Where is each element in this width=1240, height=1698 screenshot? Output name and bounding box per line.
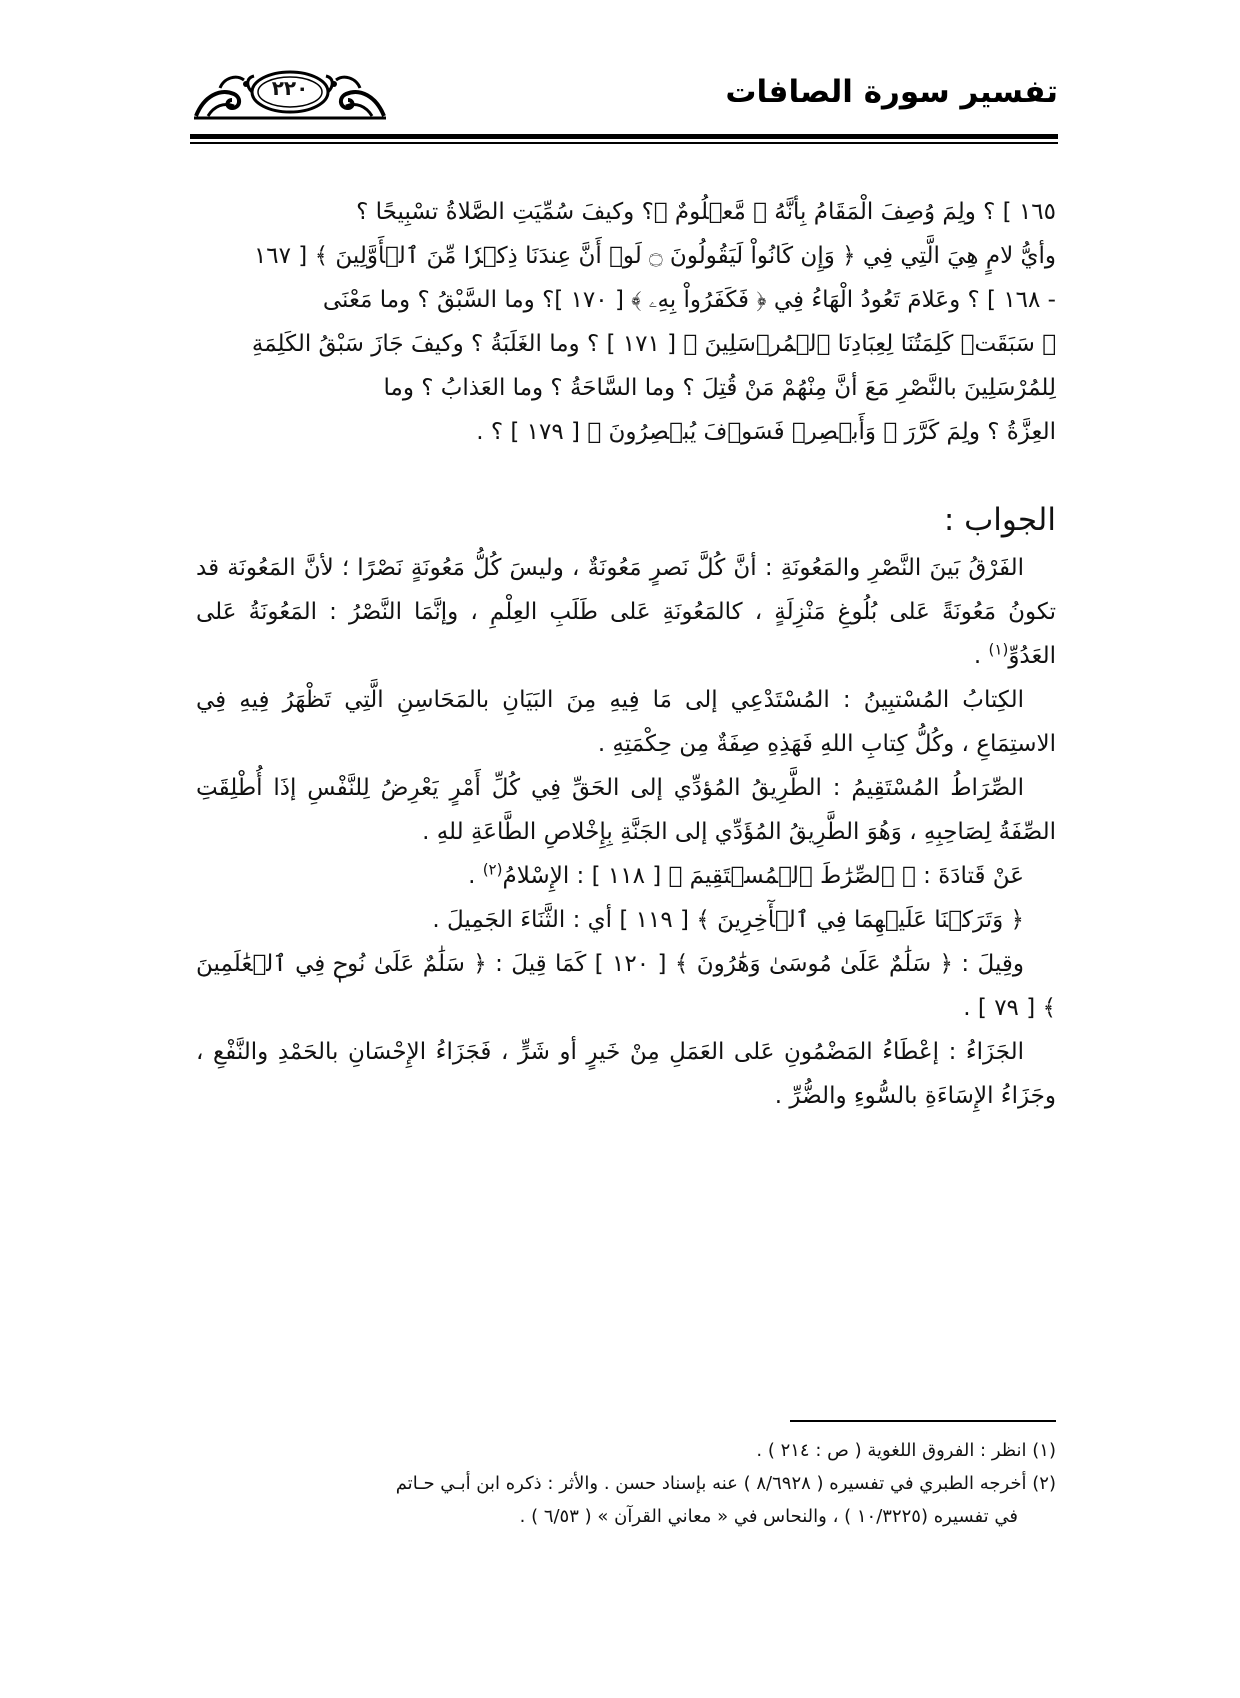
question-line: - ١٦٨ ] ؟ وعَلامَ تَعُودُ الْهَاءُ فِي ﴿ فَكَفَرُواْ بِهِۦ ﴾ [ ١٧٠ ]؟ وما السَّبْقُ ؟ وما مَعْنَى bbox=[322, 287, 1056, 313]
answer-heading: الجواب : bbox=[943, 502, 1056, 538]
question-line: لِلمُرْسَلِينَ بالنَّصْرِ مَعَ أنَّ مِنْهُمْ مَنْ قُتِلَ ؟ وما السَّاحَةُ ؟ وما العَذابُ ؟ وما bbox=[383, 375, 1056, 401]
page-number-ornament bbox=[190, 66, 390, 122]
paragraph-text: الفَرْقُ بَينَ النَّصْرِ والمَعُونَةِ : أنَّ كُلَّ نَصرٍ مَعُونَةٌ ، وليسَ كُلُّ مَعُونَةٍ نَصْرًا ؛ لأنَّ المَعُونَة قد تكونُ مَعُونَةً عَلى بُلُوغِ مَنْزِلَةٍ ، كالمَعُونَةِ عَلى طَلَبِ العِلْمِ ، وإنَّمَا النَّصْرُ : المَعُونَةُ عَلى العَدُوِّ bbox=[196, 555, 1056, 669]
question-line: وأيُّ لامٍ هِيَ الَّتِي فِي ﴿ وَإِن كَانُواْ لَيَقُولُونَ ۝ لَوۡ أَنَّ عِندَنَا ذِكۡرٗا مِّنَ ٱلۡأَوَّلِينَ ﴾ [ ١٦٧ bbox=[253, 243, 1056, 269]
footnote-2: (٢) أخرجه الطبري في تفسيره ( ٨/٦٩٢٨ ) عنه بإسناد حسن . والأثر : ذكره ابن أبـي حـاتم bbox=[395, 1473, 1056, 1494]
page-number: ٢٢٠ bbox=[271, 76, 309, 100]
answer-paragraph: الكِتابُ المُسْتبِينُ : المُسْتَدْعِي إلى مَا فِيهِ مِنَ البَيَانِ بالمَحَاسِنِ الَّتِي تَظْهَرُ فِيهِ فِي الاستِمَاعِ ، وكُلُّ كِتابِ اللهِ فَهَذِهِ صِفَةٌ مِن حِكْمَتِهِ . bbox=[196, 687, 1056, 757]
footnote-ref-2[interactable]: (٢) bbox=[482, 860, 503, 879]
answer-paragraph: وقِيلَ : ﴿ سَلَٰمٌ عَلَىٰ مُوسَىٰ وَهَٰرُونَ ﴾ [ ١٢٠ ] كَمَا قِيلَ : ﴿ سَلَٰمٌ عَلَىٰ نُوحٖ فِي ٱلۡعَٰلَمِينَ ﴾ [ ٧٩ ] . bbox=[196, 951, 1056, 1021]
questions-block bbox=[196, 190, 1056, 454]
answer-paragraph: ﴿ وَتَرَكۡنَا عَلَيۡهِمَا فِي ٱلۡأٓخِرِينَ ﴾ [ ١١٩ ] أي : الثَّنَاءَ الجَمِيلَ . bbox=[432, 907, 1024, 933]
header-rule-thin bbox=[190, 142, 1058, 144]
header-rule-thick bbox=[190, 134, 1058, 139]
answer-paragraph bbox=[196, 854, 1056, 898]
paragraph-text: عَنْ قَتادَةَ : ﴿ ٱلصِّرَٰطَ ٱلۡمُسۡتَقِيمَ ﴾ [ ١١٨ ] : الإِسْلامُ bbox=[502, 863, 1024, 889]
main-text bbox=[196, 190, 1056, 1118]
footnotes bbox=[196, 1434, 1056, 1533]
paragraph-end: . bbox=[468, 863, 483, 889]
answer-paragraph: الجَزَاءُ : إعْطَاءُ المَضْمُونِ عَلى العَمَلِ مِنْ خَيرٍ أو شَرٍّ ، فَجَزَاءُ الإِحْسَانِ بالحَمْدِ والنَّفْعِ ، وجَزَاءُ الإِسَاءَةِ بالسُّوءِ والضُّرِّ . bbox=[196, 1039, 1056, 1109]
footnote-separator bbox=[790, 1420, 1056, 1422]
question-line: ١٦٥ ] ؟ ولِمَ وُصِفَ الْمَقَامُ بِأنَّهُ ﴿ مَّعۡلُومٌ ﴾؟ وكيفَ سُمِّيَتِ الصَّلاةُ تسْبِيحًا ؟ bbox=[356, 199, 1056, 225]
page-header bbox=[190, 66, 1058, 146]
answer-paragraph: الصِّرَاطُ المُسْتَقِيمُ : الطَّرِيقُ المُؤدِّي إلى الحَقِّ فِي كُلِّ أَمْرٍ يَعْرِضُ لِلنَّفْسِ إذَا أُطْلِقَتِ الصِّفَةُ لِصَاحِبِهِ ، وَهُوَ الطَّرِيقُ المُؤَدِّي إلى الجَنَّةِ بِإِخْلاصِ الطَّاعَةِ للهِ . bbox=[196, 775, 1056, 845]
question-line: ﴿ سَبَقَتۡ كَلِمَتُنَا لِعِبَادِنَا ٱلۡمُرۡسَلِينَ ﴾ [ ١٧١ ] ؟ وما الغَلَبَةُ ؟ وكيفَ جَازَ سَبْقُ الكَلِمَةِ bbox=[251, 331, 1056, 357]
footnote-ref-1[interactable]: (١) bbox=[988, 640, 1009, 659]
answer-paragraph bbox=[196, 546, 1056, 678]
footnote-1: (١) انظر : الفروق اللغوية ( ص : ٢١٤ ) . bbox=[756, 1440, 1056, 1461]
question-line: العِزَّةُ ؟ ولِمَ كَرَّرَ ﴿ وَأَبۡصِرۡ فَسَوۡفَ يُبۡصِرُونَ ﴾ [ ١٧٩ ] ؟ . bbox=[476, 419, 1056, 445]
footnote-2-continuation: في تفسيره (١٠/٣٢٢٥ ) ، والنحاس في « معاني القرآن » ( ٦/٥٣ ) . bbox=[519, 1506, 1018, 1527]
paragraph-end: . bbox=[973, 643, 989, 669]
running-title: تفسير سورة الصافات bbox=[725, 74, 1058, 110]
